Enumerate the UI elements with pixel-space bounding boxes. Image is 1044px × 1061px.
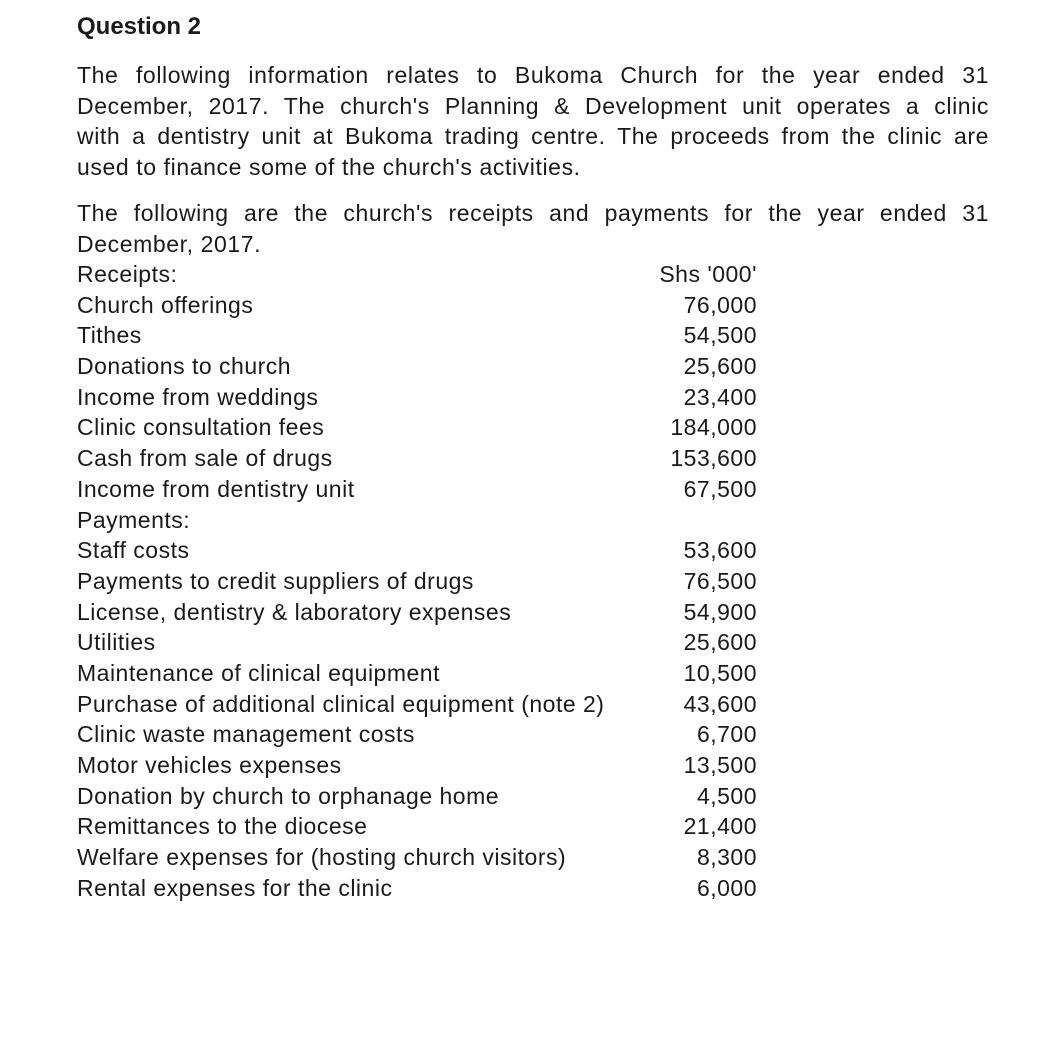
item-label: Welfare expenses for (hosting church visitors) <box>77 844 567 871</box>
item-label: Maintenance of clinical equipment <box>77 659 440 686</box>
item-label: Payments to credit suppliers of drugs <box>77 567 474 594</box>
item-amount: 76,000 <box>683 291 757 318</box>
item-label: Income from weddings <box>77 383 319 410</box>
payments-list <box>77 535 777 903</box>
receipts-heading-row <box>77 259 777 290</box>
receipt-row <box>77 320 777 351</box>
item-label: Remittances to the diocese <box>77 813 368 840</box>
receipt-row <box>77 290 777 321</box>
item-amount: 54,500 <box>683 322 757 349</box>
item-label: Clinic waste management costs <box>77 721 415 748</box>
item-label: Income from dentistry unit <box>77 475 355 502</box>
item-label: Purchase of additional clinical equipment (note 2) <box>77 690 605 717</box>
item-amount: 13,500 <box>683 752 757 778</box>
receipt-row <box>77 351 777 382</box>
receipts-list <box>77 290 777 505</box>
item-amount: 25,600 <box>683 629 757 656</box>
receipts-payments-table <box>77 259 777 903</box>
item-amount: 6,000 <box>696 874 757 901</box>
payment-row <box>77 842 777 873</box>
currency-heading: Shs '000' <box>659 261 757 287</box>
item-amount: 67,500 <box>683 475 757 502</box>
item-label: Donation by church to orphanage home <box>77 782 500 809</box>
item-label: Motor vehicles expenses <box>77 752 342 778</box>
payment-row <box>77 873 777 904</box>
paragraph-line: The following information relates to Bukoma Church for the year ended 31 <box>77 62 989 88</box>
receipts-intro-paragraph <box>77 198 989 259</box>
payments-heading-row <box>77 505 777 536</box>
payment-row <box>77 566 777 597</box>
item-amount: 10,500 <box>683 659 757 686</box>
item-amount: 25,600 <box>683 353 757 380</box>
intro-paragraph <box>77 60 989 182</box>
payment-row <box>77 597 777 628</box>
payment-row <box>77 750 777 781</box>
item-amount: 8,300 <box>696 844 757 871</box>
receipt-row <box>77 382 777 413</box>
item-amount: 184,000 <box>670 414 757 441</box>
item-label: Donations to church <box>77 353 292 380</box>
payment-row <box>77 811 777 842</box>
item-amount: 21,400 <box>683 813 757 840</box>
payment-row <box>77 535 777 566</box>
item-label: Tithes <box>77 322 142 349</box>
receipt-row <box>77 412 777 443</box>
item-amount: 54,900 <box>683 598 757 625</box>
item-amount: 43,600 <box>683 690 757 717</box>
paragraph-line: December, 2017. The church's Planning & Development unit operates a clinic <box>77 92 989 119</box>
receipt-row <box>77 443 777 474</box>
payment-row <box>77 781 777 812</box>
item-label: Rental expenses for the clinic <box>77 874 393 901</box>
item-amount: 53,600 <box>683 537 757 564</box>
item-label: Clinic consultation fees <box>77 414 325 441</box>
payment-row <box>77 719 777 750</box>
payments-heading: Payments: <box>77 506 191 533</box>
receipt-row <box>77 474 777 505</box>
item-label: Cash from sale of drugs <box>77 445 333 472</box>
item-amount: 153,600 <box>670 445 757 472</box>
item-amount: 4,500 <box>696 782 757 809</box>
paragraph-line: with a dentistry unit at Bukoma trading centre. The proceeds from the clinic are <box>77 123 989 149</box>
paragraph-line: The following are the church's receipts and payments for the year ended 31 <box>77 200 989 226</box>
item-label: License, dentistry & laboratory expenses <box>77 598 512 625</box>
receipts-heading: Receipts: <box>77 261 178 287</box>
item-amount: 23,400 <box>683 383 757 410</box>
paragraph-line: December, 2017. <box>77 230 262 257</box>
payment-row <box>77 627 777 658</box>
item-amount: 76,500 <box>683 567 757 594</box>
item-label: Staff costs <box>77 537 190 564</box>
paragraph-line: used to finance some of the church's activities. <box>77 153 581 180</box>
item-label: Utilities <box>77 629 156 656</box>
payment-row <box>77 689 777 720</box>
item-label: Church offerings <box>77 291 254 318</box>
question-title: Question 2 <box>77 13 202 40</box>
payment-row <box>77 658 777 689</box>
item-amount: 6,700 <box>696 721 757 748</box>
